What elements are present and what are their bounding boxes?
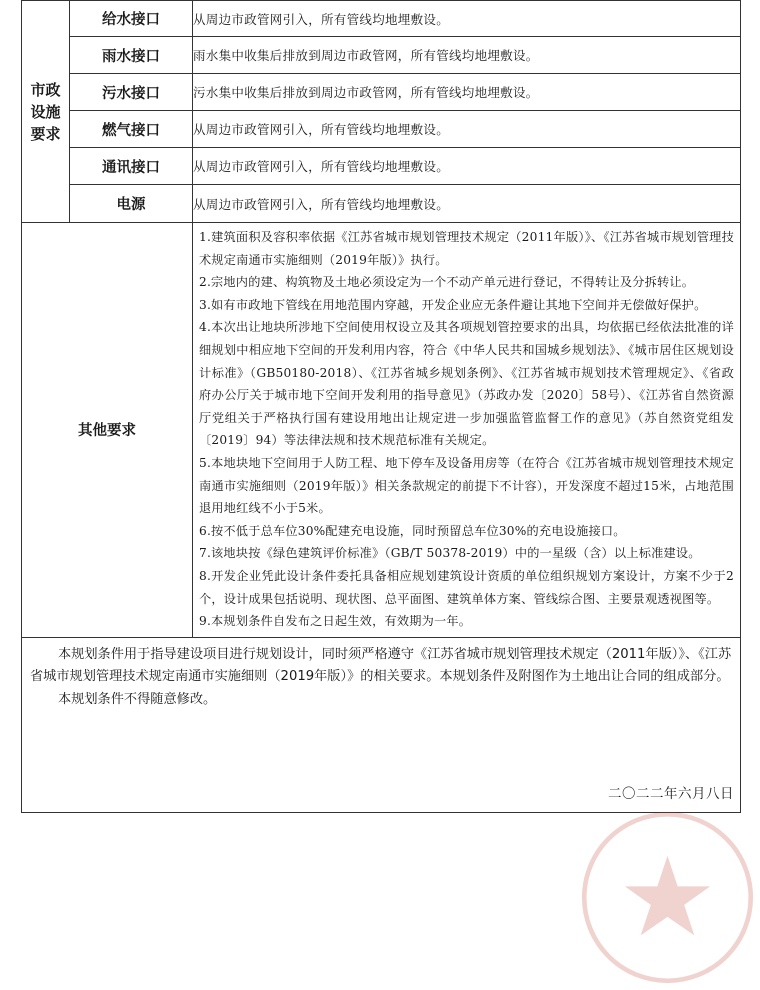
row-value: 污水集中收集后排放到周边市政管网，所有管线均地埋敷设。 bbox=[193, 74, 741, 111]
list-item: 7.该地块按《绿色建筑评价标准》（GB/T 50378-2019）中的一星级（含）以上标准建设。 bbox=[199, 546, 701, 561]
list-item: 6.按不低于总车位30%配建充电设施，同时预留总车位30%的充电设施接口。 bbox=[199, 523, 626, 538]
list-item: 1.建筑面积及容积率依据《江苏省城市规划管理技术规定（2011年版）》、《江苏省城市规划管理技术规定南通市实施细则（2019年版）》执行。 bbox=[199, 230, 734, 267]
list-item: 4.本次出让地块所涉地下空间使用权设立及其各项规划管控要求的出具，均依据已经依法批准的详细规划中相应地下空间的开发利用内容，符合《中华人民共和国城乡规划法》、《城市居住区规划设计标准》（GB50180-2018）、《江苏省城乡规划条例》、《江苏省城市规划技术管理规定》、《省政府办公厅关于城市地下空间开发利用的指导意见》（苏政办发〔2020〕58号）、《江苏省自然资源厅党组关于严格执行国有建设用地出让规定进一步加强监管监督工作的意见》（苏自然资党组发〔2019〕94）等法律法规和技术规范标准有关规定。 bbox=[199, 320, 734, 448]
row-value: 从周边市政管网引入，所有管线均地埋敷设。 bbox=[193, 185, 741, 223]
notes-paragraph: 本规划条件用于指导建设项目进行规划设计，同时须严格遵守《江苏省城市规划管理技术规定（2011年版）》、《江苏省城市规划管理技术规定南通市实施细则（2019年版）》的相关要求。本规划条件及附图作为土地出让合同的组成部分。 bbox=[30, 646, 732, 685]
row-value: 从周边市政管网引入，所有管线均地埋敷设。 bbox=[193, 111, 741, 148]
list-item: 9.本规划条件自发布之日起生效，有效期为一年。 bbox=[199, 614, 472, 629]
municipal-category-label: 市政设施要求 bbox=[30, 80, 61, 143]
row-value: 从周边市政管网引入，所有管线均地埋敷设。 bbox=[193, 148, 741, 185]
notes-paragraph: 本规划条件不得随意修改。 bbox=[58, 691, 217, 707]
row-value: 从周边市政管网引入，所有管线均地埋敷设。 bbox=[193, 1, 741, 37]
row-label: 给水接口 bbox=[70, 1, 193, 37]
list-item: 2.宗地内的建、构筑物及土地必须设定为一个不动产单元进行登记，不得转让及分拆转让。 bbox=[199, 275, 695, 290]
table-row bbox=[22, 637, 741, 812]
document-page bbox=[21, 0, 740, 976]
notes-cell bbox=[22, 637, 741, 812]
table-row bbox=[22, 223, 741, 638]
list-item: 3.如有市政地下管线在用地范围内穿越，开发企业应无条件避让其地下空间并无偿做好保护。 bbox=[199, 297, 707, 312]
table-row bbox=[22, 111, 741, 148]
list-item: 5.本地块地下空间用于人防工程、地下停车及设备用房等（在符合《江苏省城市规划管理技术规定南通市实施细则（2019年版）》相关条款规定的前提下不计容），开发深度不超过15米，占地范围退用地红线不小于5米。 bbox=[199, 455, 734, 516]
row-label: 通讯接口 bbox=[70, 148, 193, 185]
table-row bbox=[22, 148, 741, 185]
list-item: 8.开发企业凭此设计条件委托具备相应规划建筑设计资质的单位组织规划方案设计，方案不少于2个，设计成果包括说明、现状图、总平面图、建筑单体方案、管线综合图、主要景观透视图等。 bbox=[199, 568, 734, 606]
issue-date: 二〇二二年六月八日 bbox=[608, 786, 734, 803]
municipal-category-cell bbox=[22, 1, 70, 223]
other-requirements-list bbox=[193, 223, 741, 638]
table-row bbox=[22, 74, 741, 111]
table-row bbox=[22, 185, 741, 223]
row-label: 燃气接口 bbox=[70, 111, 193, 148]
table-row bbox=[22, 37, 741, 74]
row-label: 污水接口 bbox=[70, 74, 193, 111]
table-row bbox=[22, 1, 741, 37]
row-label: 雨水接口 bbox=[70, 37, 193, 74]
row-label: 电源 bbox=[70, 185, 193, 223]
other-requirements-label: 其他要求 bbox=[22, 223, 193, 638]
row-value: 雨水集中收集后排放到周边市政管网，所有管线均地埋敷设。 bbox=[193, 37, 741, 74]
planning-conditions-table bbox=[21, 0, 741, 813]
